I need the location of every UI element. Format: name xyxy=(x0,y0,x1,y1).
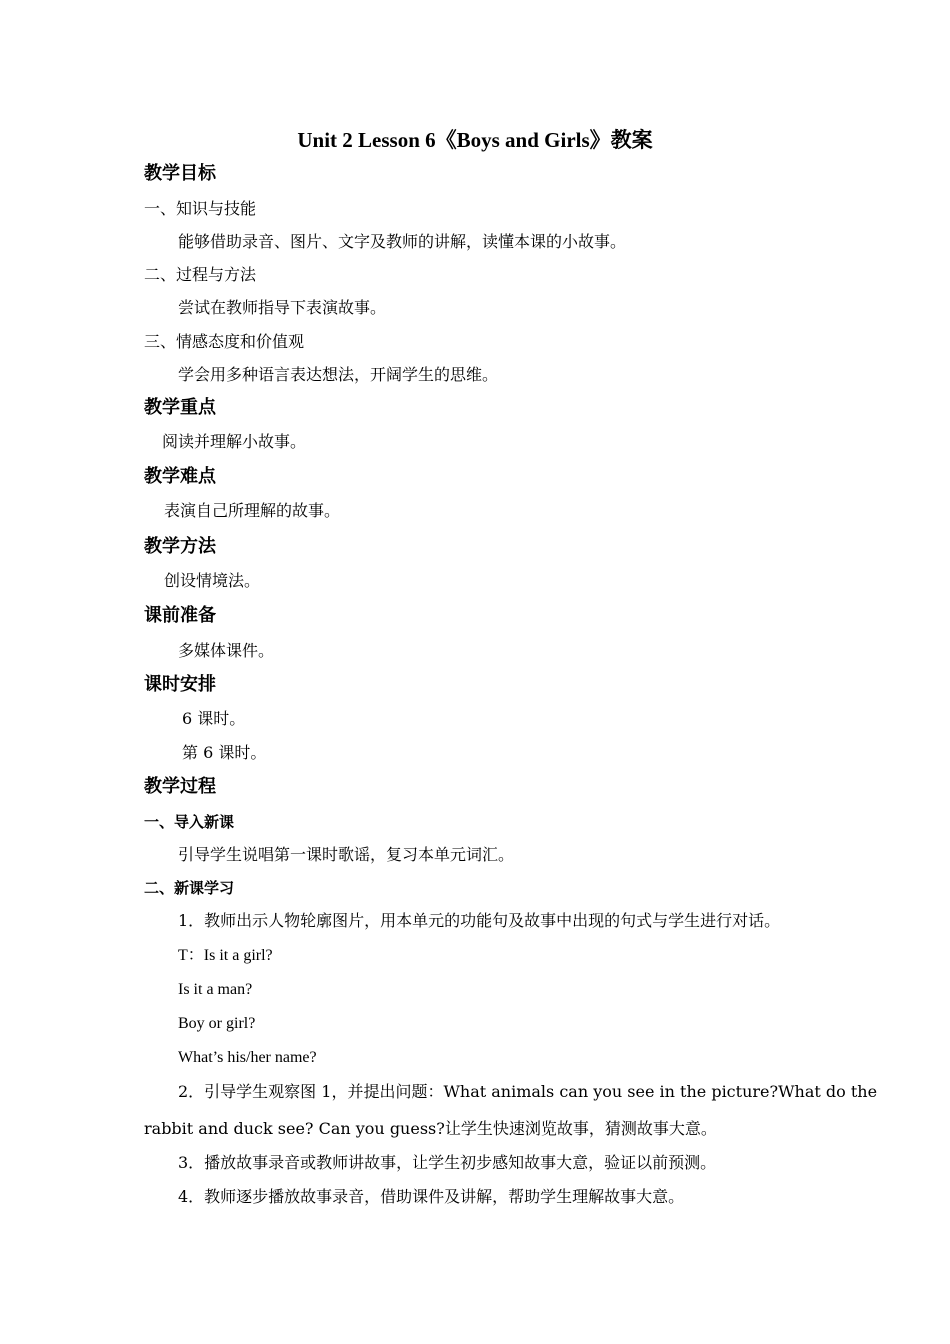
goals-item1-label: 一、知识与技能 xyxy=(144,199,257,218)
methods-heading: 教学方法 xyxy=(144,536,216,557)
process-step3: 3．播放故事录音或教师讲故事，让学生初步感知故事大意，验证以前预测。 xyxy=(178,1153,717,1172)
process-part1-heading: 一、导入新课 xyxy=(144,813,235,831)
key-points-text: 阅读并理解小故事。 xyxy=(162,432,307,451)
preparation-text: 多媒体课件。 xyxy=(178,641,275,660)
goals-heading: 教学目标 xyxy=(144,163,216,184)
goals-item3-text: 学会用多种语言表达想法，开阔学生的思维。 xyxy=(178,365,499,384)
process-dialog-line1: T：Is it a girl? xyxy=(178,947,273,964)
schedule-line2: 第 6 课时。 xyxy=(182,743,267,762)
process-step1: 1．教师出示人物轮廓图片，用本单元的功能句及故事中出现的句式与学生进行对话。 xyxy=(178,911,781,930)
process-part1-text: 引导学生说唱第一课时歌谣，复习本单元词汇。 xyxy=(178,845,515,864)
process-dialog-line3: Boy or girl? xyxy=(178,1015,256,1032)
goals-item3-label: 三、情感态度和价值观 xyxy=(144,332,305,351)
process-step4: 4．教师逐步播放故事录音，借助课件及讲解，帮助学生理解故事大意。 xyxy=(178,1187,685,1206)
process-step2-line2: rabbit and duck see? Can you guess?让学生快速浏览故事，猜测故事大意。 xyxy=(144,1119,717,1138)
difficulties-heading: 教学难点 xyxy=(144,466,216,487)
goals-item2-text: 尝试在教师指导下表演故事。 xyxy=(178,298,387,317)
goals-item2-label: 二、过程与方法 xyxy=(144,265,257,284)
page-title: Unit 2 Lesson 6《Boys and Girls》教案 xyxy=(297,128,653,152)
process-part2-heading: 二、新课学习 xyxy=(144,879,235,897)
methods-text: 创设情境法。 xyxy=(164,571,261,590)
schedule-line1: 6 课时。 xyxy=(182,709,246,728)
process-step2-line1: 2．引导学生观察图 1，并提出问题：What animals can you see in the picture?What do the xyxy=(178,1082,878,1101)
key-points-heading: 教学重点 xyxy=(144,397,216,418)
schedule-heading: 课时安排 xyxy=(144,674,216,695)
process-dialog-line4: What’s his/her name? xyxy=(178,1049,317,1066)
goals-item1-text: 能够借助录音、图片、文字及教师的讲解，读懂本课的小故事。 xyxy=(178,232,627,251)
process-heading: 教学过程 xyxy=(144,776,216,797)
process-dialog-line2: Is it a man? xyxy=(178,981,253,998)
difficulties-text: 表演自己所理解的故事。 xyxy=(164,501,341,520)
preparation-heading: 课前准备 xyxy=(144,605,216,626)
